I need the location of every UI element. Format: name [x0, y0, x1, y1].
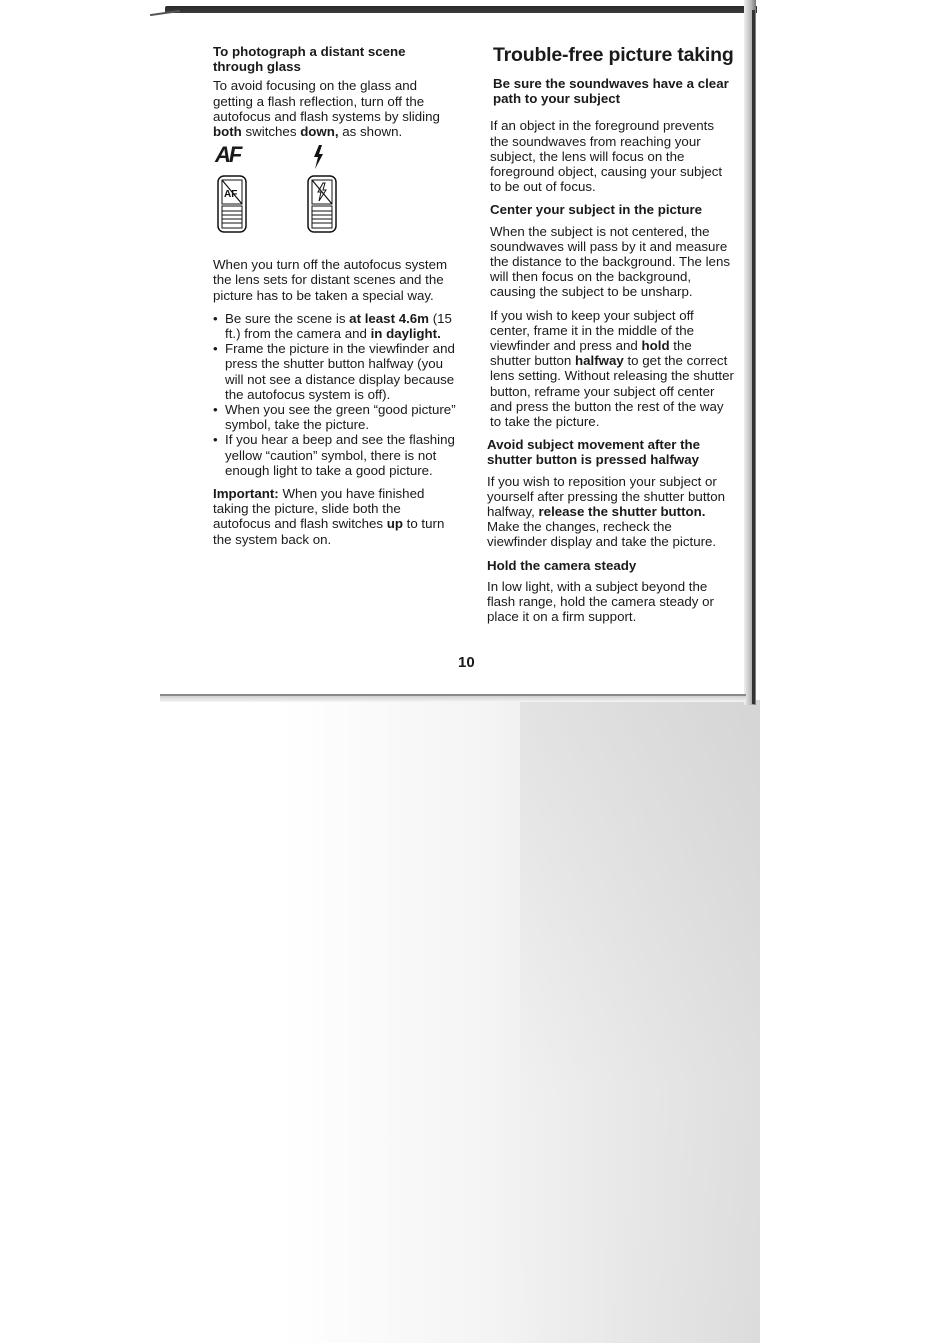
svg-text:AF: AF	[224, 189, 238, 201]
bold-text: in daylight.	[370, 326, 441, 342]
list-item	[213, 402, 458, 432]
af-switch-icon	[217, 175, 247, 233]
text-run: In low light, with a subject beyond the flash range, hold the camera steady or place it on a firm support.	[487, 578, 714, 625]
list-item	[213, 311, 458, 341]
text-run: If an object in the foreground prevents the soundwaves from reaching your subject, the lens will focus on the foreground object, causing your subject to be out of focus.	[490, 118, 723, 195]
left-column	[213, 44, 458, 555]
bold-text: release the shutter button.	[538, 504, 706, 520]
list-item	[213, 341, 458, 402]
section-heading: Hold the camera steady	[487, 557, 637, 573]
text-run: To avoid focusing on the glass and getting a flash reflection, turn off the autofocus and flash systems by sliding	[213, 78, 440, 124]
bold-text: down,	[300, 124, 339, 140]
text-run: If you hear a beep and see the flashing yellow “caution” symbol, there is not enough light to take a good picture.	[225, 432, 455, 478]
left-heading: To photograph a distant scene through glass	[213, 44, 406, 75]
page-number: 10	[458, 654, 475, 671]
text-run: switches	[241, 124, 301, 140]
text-run: If you wish to reposition your subject or yourself after pressing the shutter button halfway,	[487, 473, 726, 520]
right-column	[487, 44, 735, 633]
af-label: AF	[215, 142, 241, 168]
section-heading: Be sure the soundwaves have a clear path to your subject	[493, 76, 729, 107]
text-run: as shown.	[338, 124, 403, 140]
text-run: When you see the green “good picture” symbol, take the picture.	[225, 402, 456, 433]
text-run: When you have finished taking the picture, slide both the autofocus and flash switches	[213, 486, 425, 532]
section-title: Trouble-free picture taking	[493, 44, 734, 66]
section-paragraph	[490, 118, 735, 194]
bold-text: hold	[641, 338, 670, 354]
important-note	[213, 486, 458, 547]
section-paragraph	[490, 224, 735, 300]
switch-illustration	[213, 142, 458, 251]
list-item	[213, 432, 458, 478]
flash-switch-icon	[307, 175, 337, 233]
section-1-body	[490, 118, 735, 194]
section-paragraph	[490, 308, 735, 430]
section-3	[487, 437, 735, 549]
scan-margin	[756, 0, 950, 1343]
lightning-bolt-icon	[312, 145, 324, 169]
text-run: When the subject is not centered, the soundwaves will pass by it and measure the distance to the background. The lens will then focus on the background, causing the subject to be unsharp.	[490, 223, 730, 300]
section-2	[490, 202, 735, 429]
text-run: to get the correct lens setting. Without releasing the shutter button, reframe your subject off center and press the button the rest of the way to take the picture.	[490, 353, 734, 430]
bold-text: halfway	[575, 353, 624, 369]
text-run: Be sure the scene is	[225, 310, 350, 326]
bold-text: both	[213, 124, 242, 140]
text-run: the shutter button	[490, 338, 692, 369]
text-run: If you wish to keep your subject off center, frame it in the middle of the viewfinder and press and	[490, 307, 694, 354]
text-run: to turn the system back on.	[213, 516, 445, 547]
left-para-2: When you turn off the autofocus system the lens sets for distant scenes and the picture has to be taken a special way.	[213, 257, 448, 303]
scan-shadow-lower	[520, 700, 760, 1343]
left-intro	[213, 78, 458, 139]
page-bottom-edge-shade	[160, 696, 746, 702]
section-paragraph	[487, 474, 735, 550]
text-run: Frame the picture in the viewfinder and press the shutter button halfway (you will not see a distance display because the autofocus system is off).	[225, 341, 455, 402]
left-bullet-list	[213, 311, 458, 478]
text-run: Make the changes, recheck the viewfinder display and take the picture.	[487, 519, 717, 550]
bold-text: up	[386, 516, 403, 532]
section-4	[487, 558, 735, 625]
page-right-edge-line	[752, 10, 755, 704]
section-heading: Avoid subject movement after the shutter button is pressed halfway	[487, 437, 701, 468]
text-run: (15 ft.) from the camera and	[225, 310, 452, 342]
section-1	[493, 76, 735, 106]
section-paragraph	[487, 579, 735, 625]
bold-text: Important:	[213, 486, 279, 502]
bold-text: at least 4.6m	[349, 310, 429, 326]
section-heading: Center your subject in the picture	[490, 202, 703, 218]
page-top-edge	[165, 6, 757, 13]
